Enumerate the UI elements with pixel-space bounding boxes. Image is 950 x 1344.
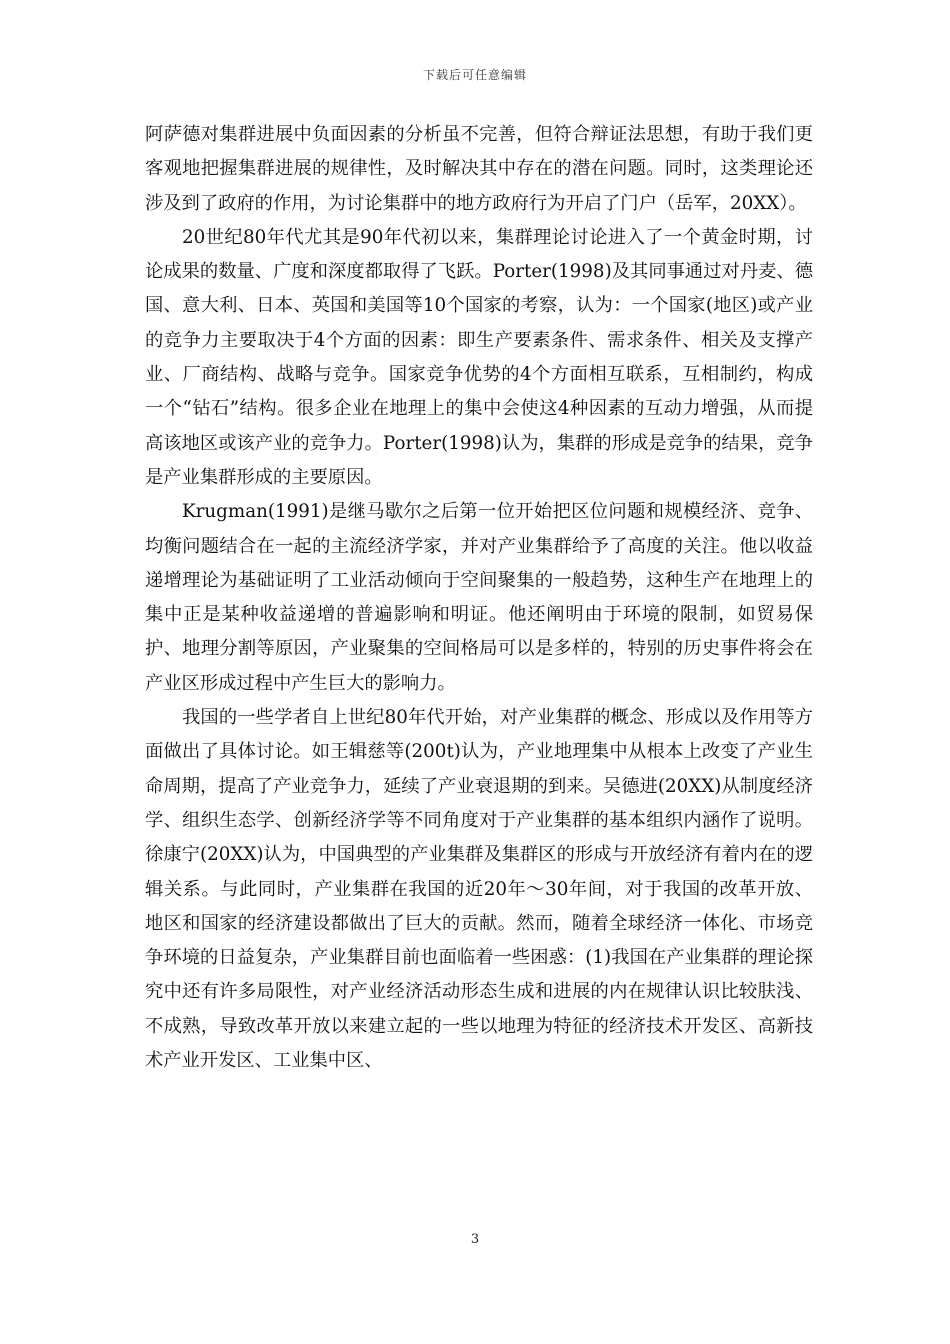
- paragraph-2: 20世纪80年代尤其是90年代初以来，集群理论讨论进入了一个黄金时期，讨论成果的数量、广度和深度都取得了飞跃。Porter(1998)及其同事通过对丹麦、德国、意大利、日本、英国和美国等10个国家的考察，认为：一个国家(地区)或产业的竞争力主要取决于4个方面的因素：即生产要素条件、需求条件、相关及支撑产业、厂商结构、战略与竞争。国家竞争优势的4个方面相互联系，互相制约，构成一个“钻石”结构。很多企业在地理上的集中会使这4种因素的互动力增强，从而提高该地区或该产业的竞争力。Porter(1998)认为，集群的形成是竞争的结果，竞争是产业集群形成的主要原因。: [145, 226, 813, 488]
- header-note: 下载后可任意编辑: [422, 68, 527, 82]
- body-text: [145, 118, 813, 1078]
- paragraph-1: 阿萨德对集群进展中负面因素的分析虽不完善，但符合辩证法思想，有助于我们更客观地把握集群进展的规律性，及时解决其中存在的潜在问题。同时，这类理论还涉及到了政府的作用，为讨论集群中的地方政府行为开启了门户（岳军，20XX）。: [145, 124, 813, 214]
- page-number: 3: [470, 1232, 480, 1247]
- paragraph-4: 我国的一些学者自上世纪80年代开始，对产业集群的概念、形成以及作用等方面做出了具体讨论。如王辑慈等(200t)认为，产业地理集中从根本上改变了产业生命周期，提高了产业竞争力，延续了产业衰退期的到来。吴德进(20XX)从制度经济学、组织生态学、创新经济学等不同角度对于产业集群的基本组织内涵作了说明。徐康宁(20XX)认为，中国典型的产业集群及集群区的形成与开放经济有着内在的逻辑关系。与此同时，产业集群在我国的近20年～30年间，对于我国的改革开放、地区和国家的经济建设都做出了巨大的贡献。然而，随着全球经济一体化、市场竞争环境的日益复杂，产业集群目前也面临着一些困惑：(1)我国在产业集群的理论探究中还有许多局限性，对产业经济活动形态生成和进展的内在规律认识比较肤浅、不成熟，导致改革开放以来建立起的一些以地理为特征的经济技术开发区、高新技术产业开发区、工业集中区、: [145, 707, 813, 1072]
- paragraph-3: Krugman(1991)是继马歇尔之后第一位开始把区位问题和规模经济、竞争、均衡问题结合在一起的主流经济学家，并对产业集群给予了高度的关注。他以收益递增理论为基础证明了工业活动倾向于空间聚集的一般趋势，这种生产在地理上的集中正是某种收益递增的普遍影响和明证。他还阐明由于环境的限制，如贸易保护、地理分割等原因，产业聚集的空间格局可以是多样的，特别的历史事件将会在产业区形成过程中产生巨大的影响力。: [145, 501, 813, 694]
